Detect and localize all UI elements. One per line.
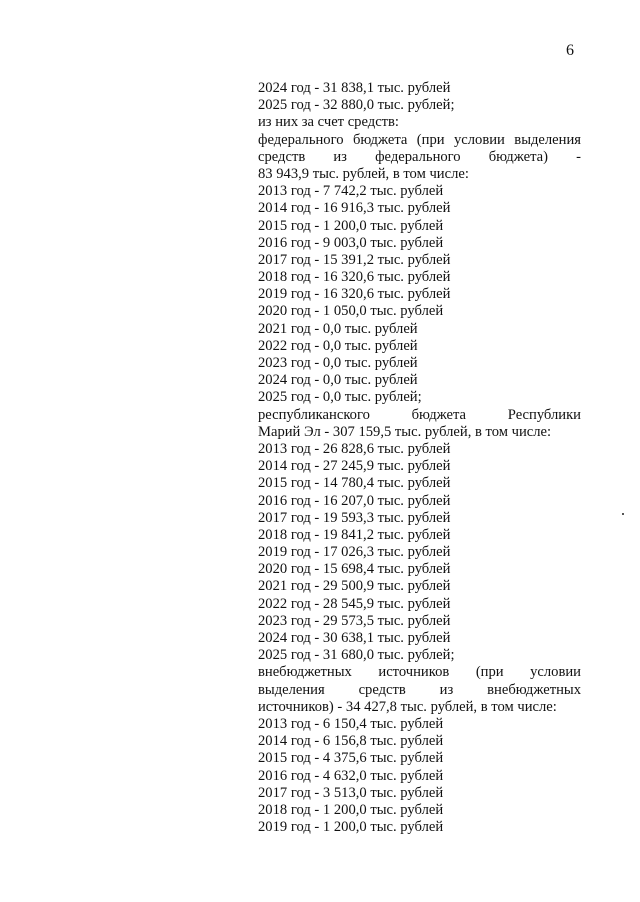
- text-line: источников) - 34 427,8 тыс. рублей, в том числе:: [258, 698, 557, 715]
- text-line: внебюджетных источников (при условии: [258, 664, 581, 681]
- text-line: средств из федерального бюджета) -: [258, 148, 581, 165]
- text-line: 2013 год - 7 742,2 тыс. рублей: [258, 183, 444, 200]
- text-line: 2019 год - 16 320,6 тыс. рублей: [258, 286, 451, 303]
- text-line: 2015 год - 1 200,0 тыс. рублей: [258, 217, 444, 234]
- text-line: 2022 год - 0,0 тыс. рублей: [258, 337, 418, 354]
- text-line: федерального бюджета (при условии выделения: [258, 131, 581, 148]
- text-line: Марий Эл - 307 159,5 тыс. рублей, в том числе:: [258, 423, 552, 440]
- text-line: 2022 год - 28 545,9 тыс. рублей: [258, 595, 451, 612]
- text-line: из них за счет средств:: [258, 114, 399, 131]
- text-line: 2018 год - 19 841,2 тыс. рублей: [258, 526, 451, 543]
- text-line: 2019 год - 1 200,0 тыс. рублей: [258, 819, 444, 836]
- funding-text-column: [258, 80, 581, 836]
- text-line: 2017 год - 19 593,3 тыс. рублей: [258, 509, 451, 526]
- text-line: 2014 год - 27 245,9 тыс. рублей: [258, 458, 451, 475]
- text-line: 2015 год - 14 780,4 тыс. рублей: [258, 475, 451, 492]
- text-line: 2013 год - 26 828,6 тыс. рублей: [258, 440, 451, 457]
- text-line: 2023 год - 29 573,5 тыс. рублей: [258, 612, 451, 629]
- text-line: 2016 год - 4 632,0 тыс. рублей: [258, 767, 444, 784]
- text-line: 2017 год - 15 391,2 тыс. рублей: [258, 251, 451, 268]
- text-line: 2021 год - 0,0 тыс. рублей: [258, 320, 418, 337]
- text-line: 2019 год - 17 026,3 тыс. рублей: [258, 544, 451, 561]
- text-line: 2014 год - 6 156,8 тыс. рублей: [258, 733, 444, 750]
- text-line: 2025 год - 32 880,0 тыс. рублей;: [258, 97, 455, 114]
- text-line: 2015 год - 4 375,6 тыс. рублей: [258, 750, 444, 767]
- text-line: 2020 год - 15 698,4 тыс. рублей: [258, 561, 451, 578]
- text-line: 2024 год - 0,0 тыс. рублей: [258, 372, 418, 389]
- text-line: 2017 год - 3 513,0 тыс. рублей: [258, 784, 444, 801]
- text-line: 2025 год - 31 680,0 тыс. рублей;: [258, 647, 455, 664]
- text-line: 2025 год - 0,0 тыс. рублей;: [258, 389, 422, 406]
- text-line: республиканского бюджета Республики: [258, 406, 581, 423]
- text-line: 2014 год - 16 916,3 тыс. рублей: [258, 200, 451, 217]
- text-line: 2016 год - 9 003,0 тыс. рублей: [258, 234, 444, 251]
- text-line: 2023 год - 0,0 тыс. рублей: [258, 355, 418, 371]
- text-line: 2020 год - 1 050,0 тыс. рублей: [258, 303, 444, 320]
- text-line: 2024 год - 31 838,1 тыс. рублей: [258, 80, 451, 96]
- text-line: выделения средств из внебюджетных: [258, 681, 581, 698]
- text-line: 2018 год - 16 320,6 тыс. рублей: [258, 269, 451, 286]
- text-line: 2013 год - 6 150,4 тыс. рублей: [258, 715, 444, 732]
- text-line: 2016 год - 16 207,0 тыс. рублей: [258, 492, 451, 509]
- text-line: 83 943,9 тыс. рублей, в том числе:: [258, 165, 469, 182]
- page-number: 6: [566, 42, 574, 59]
- text-line: 2021 год - 29 500,9 тыс. рублей: [258, 578, 451, 595]
- text-line: 2018 год - 1 200,0 тыс. рублей: [258, 801, 444, 818]
- text-line: 2024 год - 30 638,1 тыс. рублей: [258, 630, 451, 646]
- scan-speck: [622, 513, 624, 515]
